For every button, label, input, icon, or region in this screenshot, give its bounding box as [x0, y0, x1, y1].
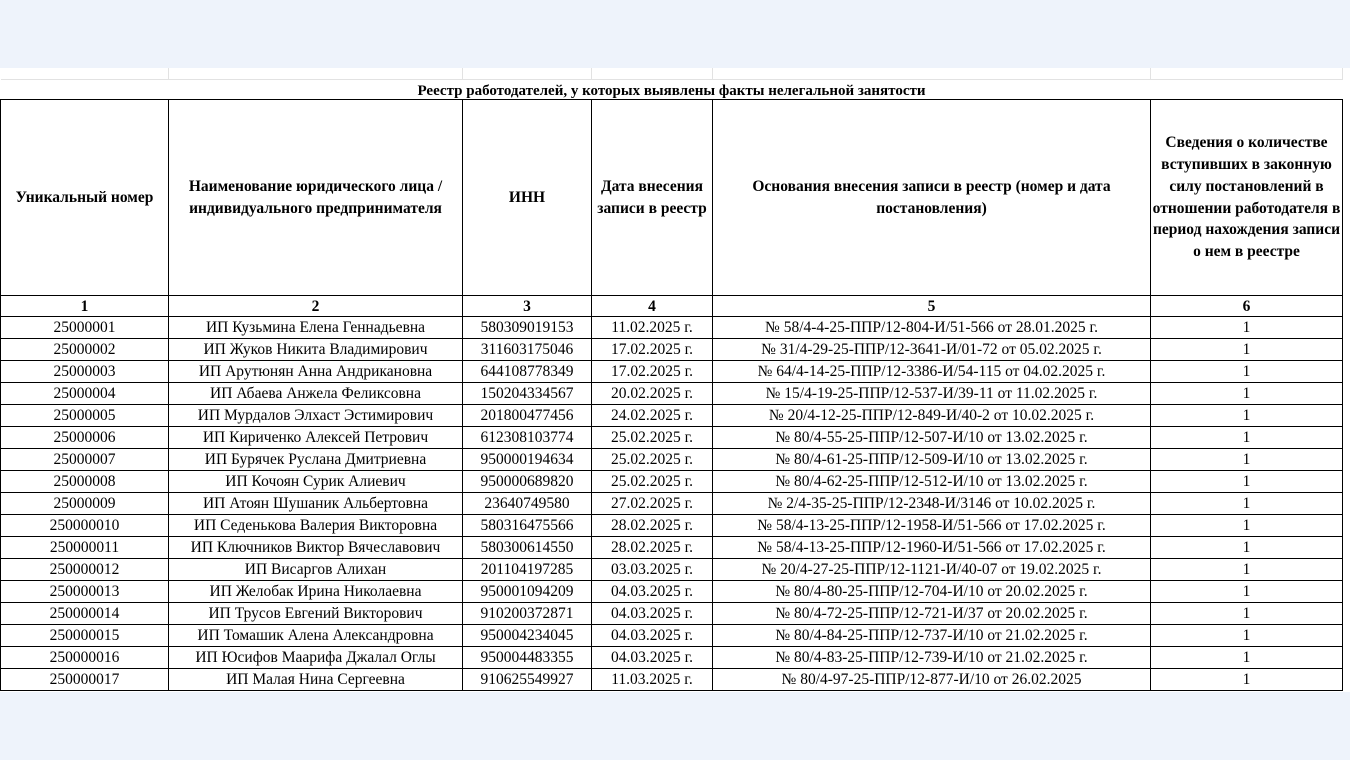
cell-inn[interactable]: 910625549927: [463, 669, 592, 691]
header-entry-basis[interactable]: Основания внесения записи в реестр (номер и дата постановления): [713, 100, 1151, 296]
cell-entry-date[interactable]: 04.03.2025 г.: [592, 603, 713, 625]
column-number[interactable]: 2: [169, 296, 463, 317]
cell-rulings-count[interactable]: 1: [1151, 493, 1343, 515]
cell-inn[interactable]: 612308103774: [463, 427, 592, 449]
cell-employer-name[interactable]: ИП Бурячек Руслана Дмитриевна: [169, 449, 463, 471]
cell-inn[interactable]: 580300614550: [463, 537, 592, 559]
table-row: [1, 471, 1349, 493]
cell-entry-basis[interactable]: № 80/4-84-25-ППР/12-737-И/10 от 21.02.2025 г.: [713, 625, 1151, 647]
cell[interactable]: [713, 68, 1151, 80]
table-row: [1, 427, 1349, 449]
cell-inn[interactable]: 950001094209: [463, 581, 592, 603]
cell-entry-date[interactable]: 25.02.2025 г.: [592, 427, 713, 449]
cell-employer-name[interactable]: ИП Висаргов Алихан: [169, 559, 463, 581]
column-number[interactable]: 4: [592, 296, 713, 317]
cell-entry-date[interactable]: 11.02.2025 г.: [592, 317, 713, 339]
cell-entry-date[interactable]: 03.03.2025 г.: [592, 559, 713, 581]
cell-inn[interactable]: 201104197285: [463, 559, 592, 581]
cell-inn[interactable]: 950000689820: [463, 471, 592, 493]
cell-rulings-count[interactable]: 1: [1151, 603, 1343, 625]
table-row: [1, 603, 1349, 625]
cell-employer-name[interactable]: ИП Юсифов Маарифа Джалал Оглы: [169, 647, 463, 669]
cell-unique-number[interactable]: 25000003: [1, 361, 169, 383]
cell-rulings-count[interactable]: 1: [1151, 427, 1343, 449]
cell-employer-name[interactable]: ИП Кириченко Алексей Петрович: [169, 427, 463, 449]
table-row: [1, 493, 1349, 515]
cell-rulings-count[interactable]: 1: [1151, 471, 1343, 493]
table-row: [1, 625, 1349, 647]
cell-entry-date[interactable]: 28.02.2025 г.: [592, 537, 713, 559]
cell-unique-number[interactable]: 250000015: [1, 625, 169, 647]
cell-entry-date[interactable]: 25.02.2025 г.: [592, 449, 713, 471]
cell[interactable]: [1151, 68, 1343, 80]
table-row: [1, 669, 1349, 691]
cell-unique-number[interactable]: 250000012: [1, 559, 169, 581]
cell-entry-basis[interactable]: № 80/4-61-25-ППР/12-509-И/10 от 13.02.2025 г.: [713, 449, 1151, 471]
cell-unique-number[interactable]: 250000010: [1, 515, 169, 537]
header-row: [1, 100, 1349, 296]
header-employer-name[interactable]: Наименование юридического лица / индивидуального предпринимателя: [169, 100, 463, 296]
column-number[interactable]: 1: [1, 296, 169, 317]
cell-entry-date[interactable]: 24.02.2025 г.: [592, 405, 713, 427]
cell[interactable]: [1, 68, 169, 80]
cell-employer-name[interactable]: ИП Кузьмина Елена Геннадьевна: [169, 317, 463, 339]
header-entry-date[interactable]: Дата внесения записи в реестр: [592, 100, 713, 296]
cell-employer-name[interactable]: ИП Трусов Евгений Викторович: [169, 603, 463, 625]
cell-unique-number[interactable]: 250000017: [1, 669, 169, 691]
cell-entry-basis[interactable]: № 58/4-4-25-ППР/12-804-И/51-566 от 28.01.2025 г.: [713, 317, 1151, 339]
cell-entry-date[interactable]: 04.03.2025 г.: [592, 625, 713, 647]
table-row: [1, 383, 1349, 405]
cell-entry-basis[interactable]: № 15/4-19-25-ППР/12-537-И/39-11 от 11.02.2025 г.: [713, 383, 1151, 405]
cell-inn[interactable]: 580316475566: [463, 515, 592, 537]
cell-unique-number[interactable]: 25000008: [1, 471, 169, 493]
column-number[interactable]: 3: [463, 296, 592, 317]
table-row: [1, 317, 1349, 339]
cell-entry-basis[interactable]: № 64/4-14-25-ППР/12-3386-И/54-115 от 04.02.2025 г.: [713, 361, 1151, 383]
column-numbers-row: [1, 296, 1349, 317]
cell-employer-name[interactable]: ИП Атоян Шушаник Альбертовна: [169, 493, 463, 515]
cell-entry-date[interactable]: 17.02.2025 г.: [592, 339, 713, 361]
cell-entry-date[interactable]: 27.02.2025 г.: [592, 493, 713, 515]
cell-unique-number[interactable]: 25000009: [1, 493, 169, 515]
cell-rulings-count[interactable]: 1: [1151, 559, 1343, 581]
cell-entry-basis[interactable]: № 80/4-55-25-ППР/12-507-И/10 от 13.02.2025 г.: [713, 427, 1151, 449]
cell[interactable]: [592, 68, 713, 80]
empty-row: [1, 68, 1349, 80]
table-row: [1, 581, 1349, 603]
cell-employer-name[interactable]: ИП Желобак Ирина Николаевна: [169, 581, 463, 603]
header-inn[interactable]: ИНН: [463, 100, 592, 296]
cell-entry-date[interactable]: 25.02.2025 г.: [592, 471, 713, 493]
cell-entry-basis[interactable]: № 58/4-13-25-ППР/12-1960-И/51-566 от 17.02.2025 г.: [713, 537, 1151, 559]
cell-inn[interactable]: 580309019153: [463, 317, 592, 339]
spreadsheet: [0, 68, 1350, 692]
cell-rulings-count[interactable]: 1: [1151, 339, 1343, 361]
cell-rulings-count[interactable]: 1: [1151, 537, 1343, 559]
cell-rulings-count[interactable]: 1: [1151, 625, 1343, 647]
cell-unique-number[interactable]: 25000002: [1, 339, 169, 361]
header-unique-number[interactable]: Уникальный номер: [1, 100, 169, 296]
column-number[interactable]: 5: [713, 296, 1151, 317]
cell-rulings-count[interactable]: 1: [1151, 515, 1343, 537]
cell-entry-date[interactable]: 28.02.2025 г.: [592, 515, 713, 537]
cell-entry-date[interactable]: 17.02.2025 г.: [592, 361, 713, 383]
cell-inn[interactable]: 201800477456: [463, 405, 592, 427]
cell-rulings-count[interactable]: 1: [1151, 449, 1343, 471]
cell-entry-basis[interactable]: № 80/4-80-25-ППР/12-704-И/10 от 20.02.2025 г.: [713, 581, 1151, 603]
table-row: [1, 515, 1349, 537]
cell: [1343, 68, 1349, 80]
cell-rulings-count[interactable]: 1: [1151, 317, 1343, 339]
cell-unique-number[interactable]: 25000001: [1, 317, 169, 339]
cell-employer-name[interactable]: ИП Абаева Анжела Феликсовна: [169, 383, 463, 405]
cell-entry-date[interactable]: 11.03.2025 г.: [592, 669, 713, 691]
cell-employer-name[interactable]: ИП Седенькова Валерия Викторовна: [169, 515, 463, 537]
cell-unique-number[interactable]: 25000005: [1, 405, 169, 427]
cell-entry-basis[interactable]: № 2/4-35-25-ППР/12-2348-И/3146 от 10.02.2025 г.: [713, 493, 1151, 515]
table-row: [1, 339, 1349, 361]
table-row: [1, 537, 1349, 559]
cell-inn[interactable]: 950000194634: [463, 449, 592, 471]
cell-employer-name[interactable]: ИП Ключников Виктор Вячеславович: [169, 537, 463, 559]
cell-entry-date[interactable]: 04.03.2025 г.: [592, 647, 713, 669]
table-row: [1, 449, 1349, 471]
cell-unique-number[interactable]: 25000007: [1, 449, 169, 471]
table-row: [1, 405, 1349, 427]
cell-rulings-count[interactable]: 1: [1151, 669, 1343, 691]
cell-entry-basis[interactable]: № 31/4-29-25-ППР/12-3641-И/01-72 от 05.02.2025 г.: [713, 339, 1151, 361]
cell[interactable]: [463, 68, 592, 80]
cell-inn[interactable]: 950004483355: [463, 647, 592, 669]
cell-entry-basis[interactable]: № 20/4-12-25-ППР/12-849-И/40-2 от 10.02.2025 г.: [713, 405, 1151, 427]
cell-entry-basis[interactable]: № 80/4-72-25-ППР/12-721-И/37 от 20.02.2025 г.: [713, 603, 1151, 625]
cell-inn[interactable]: 644108778349: [463, 361, 592, 383]
cell-entry-basis[interactable]: № 80/4-62-25-ППР/12-512-И/10 от 13.02.2025 г.: [713, 471, 1151, 493]
cell-inn[interactable]: 150204334567: [463, 383, 592, 405]
header-rulings-count[interactable]: Сведения о количестве вступивших в законную силу постановлений в отношении работодателя в период нахождения записи о нем в реестре: [1151, 100, 1343, 296]
cell-inn[interactable]: 910200372871: [463, 603, 592, 625]
cell-entry-basis[interactable]: № 80/4-83-25-ППР/12-739-И/10 от 21.02.2025 г.: [713, 647, 1151, 669]
cell-entry-basis[interactable]: № 80/4-97-25-ППР/12-877-И/10 от 26.02.2025: [713, 669, 1151, 691]
cell-unique-number[interactable]: 25000006: [1, 427, 169, 449]
cell-rulings-count[interactable]: 1: [1151, 581, 1343, 603]
cell-employer-name[interactable]: ИП Кочоян Сурик Алиевич: [169, 471, 463, 493]
table-title[interactable]: Реестр работодателей, у которых выявлены факты нелегальной занятости: [1, 80, 1343, 100]
column-number[interactable]: 6: [1151, 296, 1343, 317]
cell-unique-number[interactable]: 25000004: [1, 383, 169, 405]
table-row: [1, 559, 1349, 581]
cell-entry-basis[interactable]: № 58/4-13-25-ППР/12-1958-И/51-566 от 17.02.2025 г.: [713, 515, 1151, 537]
cell-inn[interactable]: 311603175046: [463, 339, 592, 361]
cell-entry-basis[interactable]: № 20/4-27-25-ППР/12-1121-И/40-07 от 19.02.2025 г.: [713, 559, 1151, 581]
cell-employer-name[interactable]: ИП Томашик Алена Александровна: [169, 625, 463, 647]
cell-rulings-count[interactable]: 1: [1151, 383, 1343, 405]
cell-unique-number[interactable]: 250000016: [1, 647, 169, 669]
registry-table: [0, 68, 1349, 691]
cell-entry-date[interactable]: 04.03.2025 г.: [592, 581, 713, 603]
cell-employer-name[interactable]: ИП Мурдалов Элхаст Эстимирович: [169, 405, 463, 427]
cell-rulings-count[interactable]: 1: [1151, 647, 1343, 669]
cell-inn[interactable]: 950004234045: [463, 625, 592, 647]
cell-unique-number[interactable]: 250000011: [1, 537, 169, 559]
cell-employer-name[interactable]: ИП Малая Нина Сергеевна: [169, 669, 463, 691]
cell-inn[interactable]: 23640749580: [463, 493, 592, 515]
cell-unique-number[interactable]: 250000013: [1, 581, 169, 603]
cell-employer-name[interactable]: ИП Арутюнян Анна Андрикановна: [169, 361, 463, 383]
cell[interactable]: [169, 68, 463, 80]
cell-unique-number[interactable]: 250000014: [1, 603, 169, 625]
table-row: [1, 647, 1349, 669]
cell-rulings-count[interactable]: 1: [1151, 361, 1343, 383]
title-row: [1, 80, 1349, 100]
cell-entry-date[interactable]: 20.02.2025 г.: [592, 383, 713, 405]
cell-rulings-count[interactable]: 1: [1151, 405, 1343, 427]
cell-employer-name[interactable]: ИП Жуков Никита Владимирович: [169, 339, 463, 361]
table-row: [1, 361, 1349, 383]
